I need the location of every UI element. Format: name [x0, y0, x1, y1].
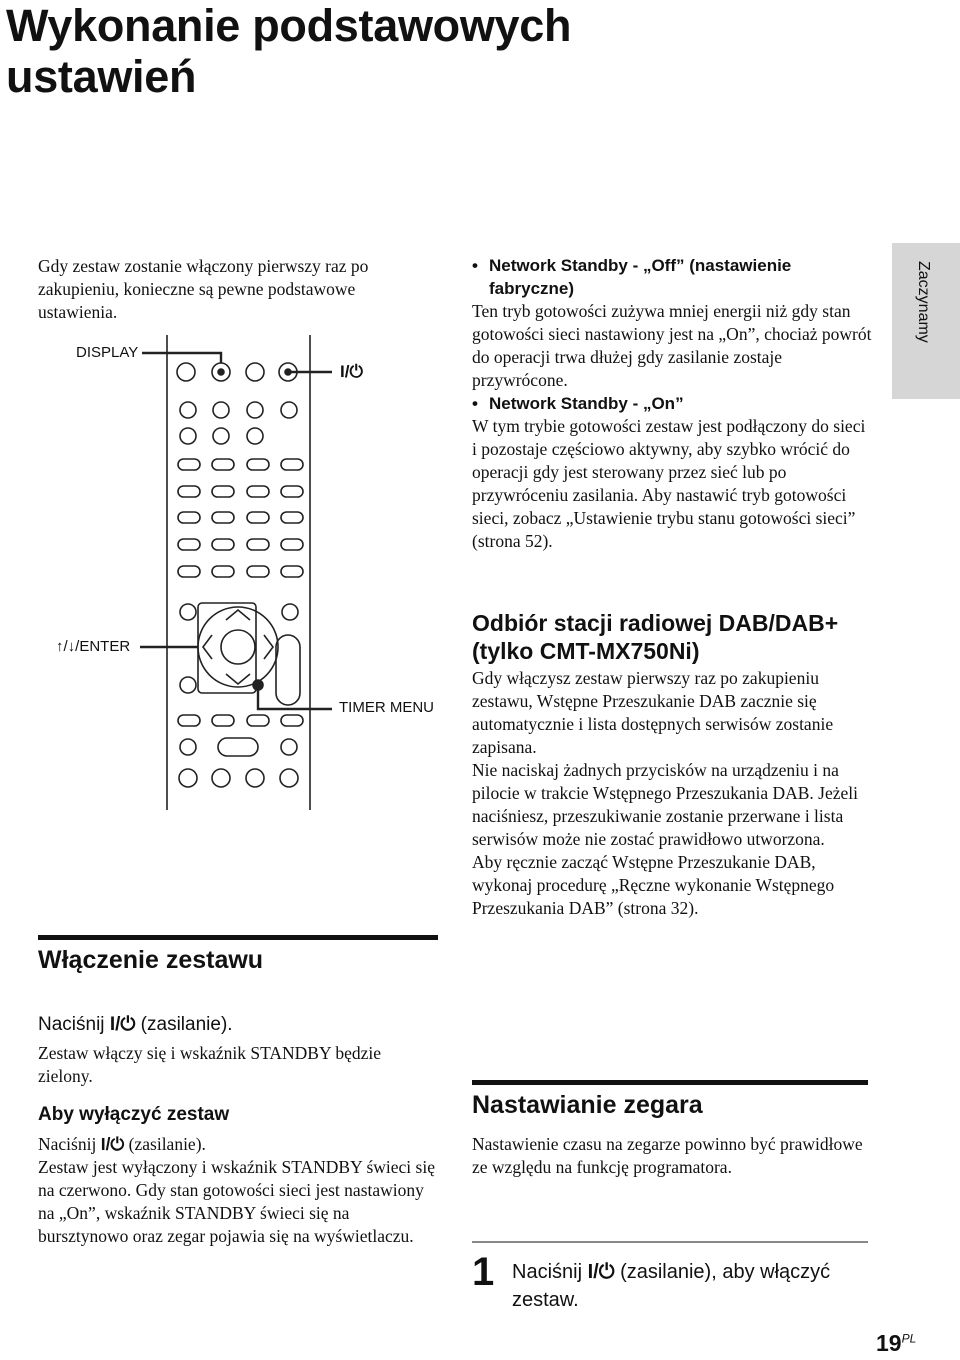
- standby-on-text: W tym trybie gotowości zestaw jest podłączony do sieci i pozostaje częściowo aktywny, aby szybko wrócić do operacji gdy jest sterowany przez sieć lub po przywróceniu zasilania. Aby nastawić tryb gotowości sieci, zobacz „Ustawienie trybu stanu gotowości sieci” (strona 52).: [472, 416, 866, 551]
- power-off-title: Aby wyłączyć zestaw: [38, 1104, 230, 1125]
- power-symbol: I/⏻: [587, 1261, 615, 1283]
- standby-off-heading: Network Standby - „Off” (nastawienie fabryczne): [489, 256, 792, 298]
- step-rule: [472, 1241, 868, 1243]
- power-on-instr-suffix: (zasilanie).: [135, 1014, 233, 1035]
- power-on-title: Włączenie zestawu: [38, 946, 264, 974]
- dab-paragraph-1: Gdy włączysz zestaw pierwszy raz po zakupieniu zestawu, Wstępne Przeszukanie DAB zacznie się automatycznie i lista dostępnych serwisów zostanie zapisana.: [472, 668, 834, 757]
- page-number-suffix: PL: [901, 1331, 917, 1346]
- section-rule: [38, 935, 438, 940]
- step-instruction: [512, 1258, 842, 1314]
- page-title: [6, 0, 571, 102]
- page-number: [876, 1330, 916, 1357]
- dab-section-body: [472, 667, 872, 920]
- step-number: 1: [472, 1250, 495, 1294]
- callout-power: I/⏻: [340, 362, 363, 381]
- page-number-value: 19: [876, 1330, 902, 1356]
- power-symbol: I/⏻: [100, 1134, 125, 1154]
- step-prefix: Naciśnij: [512, 1261, 588, 1283]
- power-on-result: Zestaw włączy się i wskaźnik STANDBY będzie zielony.: [38, 1043, 381, 1086]
- power-off-body: [38, 1133, 438, 1248]
- section-side-tab: [892, 243, 960, 399]
- power-symbol: I/⏻: [109, 1014, 136, 1035]
- power-on-instruction: [38, 1012, 438, 1038]
- clock-text: Nastawienie czasu na zegarze powinno być prawidłowe ze względu na funkcję programatora.: [472, 1134, 863, 1177]
- power-off-instr-prefix: Naciśnij: [38, 1134, 101, 1154]
- power-on-instr-prefix: Naciśnij: [38, 1014, 110, 1035]
- side-tab-label: Zaczynamy: [915, 261, 932, 343]
- step-suffix: (zasilanie), aby włączyć zestaw.: [512, 1261, 831, 1311]
- standby-off-text: Ten tryb gotowości zużywa mniej energii niż gdy stan gotowości sieci nastawiony jest na „On”, chociaż powrót do operacji trwa dłużej gdy zasilanie zostaje przywrócone.: [472, 301, 872, 390]
- remote-control-illustration: [40, 335, 460, 815]
- callout-arrows-enter: ↑/↓/ENTER: [56, 638, 131, 655]
- network-standby-options: [472, 254, 872, 553]
- dab-paragraph-2: Nie naciskaj żadnych przycisków na urządzeniu i na pilocie w trakcie Wstępnego Przeszukania DAB. Jeżeli naciśniesz, przeszukiwanie zostanie przerwane i lista serwisów może nie zostać prawidłowo utworzona.: [472, 760, 858, 849]
- bullet-icon: •: [472, 394, 478, 413]
- power-off-text: Zestaw jest wyłączony i wskaźnik STANDBY świeci się na czerwono. Gdy stan gotowości sieci jest nastawiony na „On”, wskaźnik STANDBY świeci się na bursztynowo oraz zegar pojawia się na wyświetlaczu.: [38, 1157, 435, 1246]
- page-title-line2: ustawień: [6, 51, 197, 102]
- intro-text: Gdy zestaw zostanie włączony pierwszy raz po zakupieniu, konieczne są pewne podstawowe ustawienia.: [38, 256, 369, 322]
- standby-off-item: [472, 254, 872, 300]
- standby-on-heading: Network Standby - „On”: [489, 394, 684, 413]
- dab-section-title: Odbiór stacji radiowej DAB/DAB+ (tylko CMT-MX750Ni): [472, 610, 839, 664]
- power-off-instr-suffix: (zasilanie).: [124, 1134, 206, 1154]
- callout-timer-menu: TIMER MENU: [339, 699, 434, 716]
- callout-display: DISPLAY: [76, 344, 139, 361]
- bullet-icon: •: [472, 256, 478, 275]
- clock-title: Nastawianie zegara: [472, 1091, 703, 1119]
- section-rule: [472, 1080, 868, 1085]
- page-title-line1: Wykonanie podstawowych: [6, 0, 572, 51]
- dab-paragraph-3: Aby ręcznie zacząć Wstępne Przeszukanie DAB, wykonaj procedurę „Ręczne wykonanie Wstępnego Przeszukania DAB” (strona 32).: [472, 852, 835, 918]
- power-off-instruction: [38, 1133, 438, 1156]
- standby-on-item: [472, 392, 872, 415]
